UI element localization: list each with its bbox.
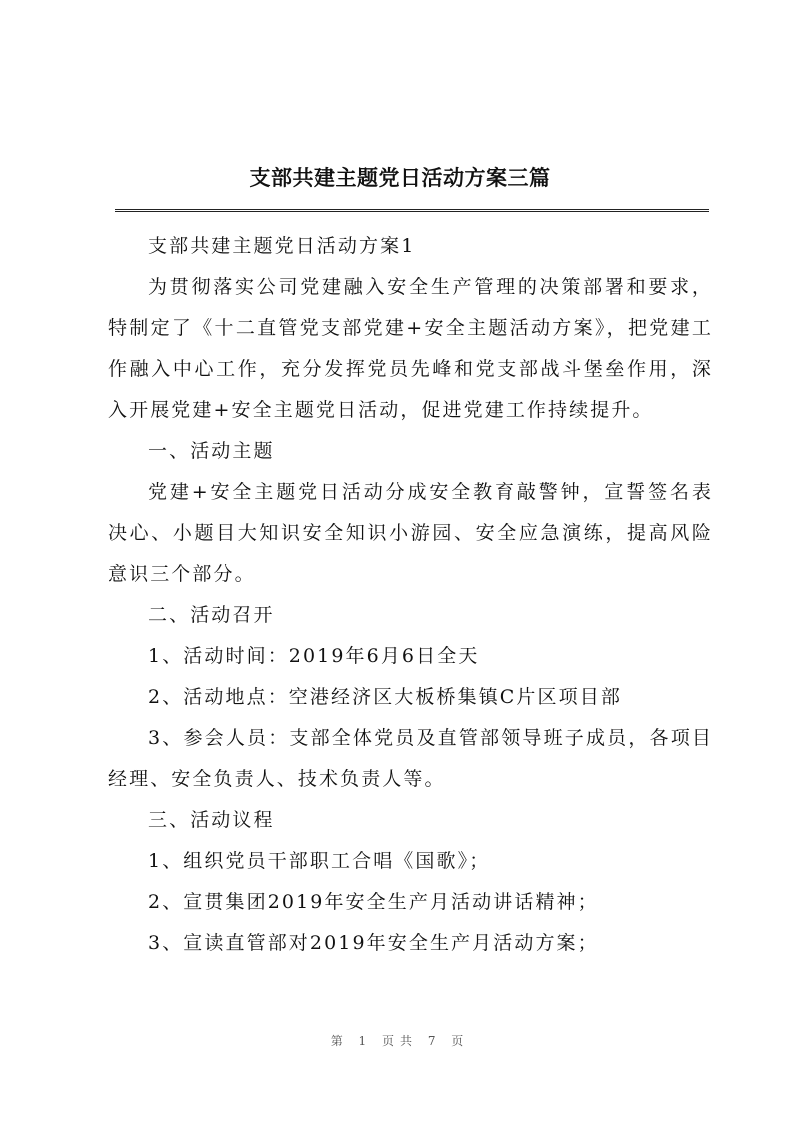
section-heading: 二、活动召开 <box>148 604 275 626</box>
list-item: 1、组织党员干部职工合唱《国歌》； <box>148 850 491 872</box>
list-item: 2、活动地点：空港经济区大板桥集镇C片区项目部 <box>148 686 622 708</box>
section-heading: 三、活动议程 <box>148 809 275 831</box>
document-title: 支部共建主题党日活动方案三篇 <box>249 166 551 190</box>
body-paragraph: 为贯彻落实公司党建融入安全生产管理的决策部署和要求，特制定了《十二直管党支部党建+安全主题活动方案》，把党建工作融入中心工作，充分发挥党员先峰和党支部战斗堡垒作用，深入开展党建+安全主题党日活动，促进党建工作持续提升。 <box>108 276 713 421</box>
document-body <box>108 226 713 964</box>
list-item: 3、参会人员：支部全体党员及直管部领导班子成员，各项目经理、安全负责人、技术负责人等。 <box>108 727 713 790</box>
list-item: 2、宣贯集团2019年安全生产月活动讲话精神； <box>148 891 599 913</box>
page-number-footer: 第 1 页共 7 页 <box>330 1034 470 1048</box>
list-item: 3、宣读直管部对2019年安全生产月活动方案； <box>148 932 599 954</box>
section-heading: 支部共建主题党日活动方案1 <box>148 235 416 257</box>
body-paragraph: 党建+安全主题党日活动分成安全教育敲警钟，宣誓签名表决心、小题目大知识安全知识小游园、安全应急演练，提高风险意识三个部分。 <box>108 481 713 585</box>
title-divider <box>115 209 709 212</box>
list-item: 1、活动时间：2019年6月6日全天 <box>148 645 480 667</box>
section-heading: 一、活动主题 <box>148 440 275 462</box>
